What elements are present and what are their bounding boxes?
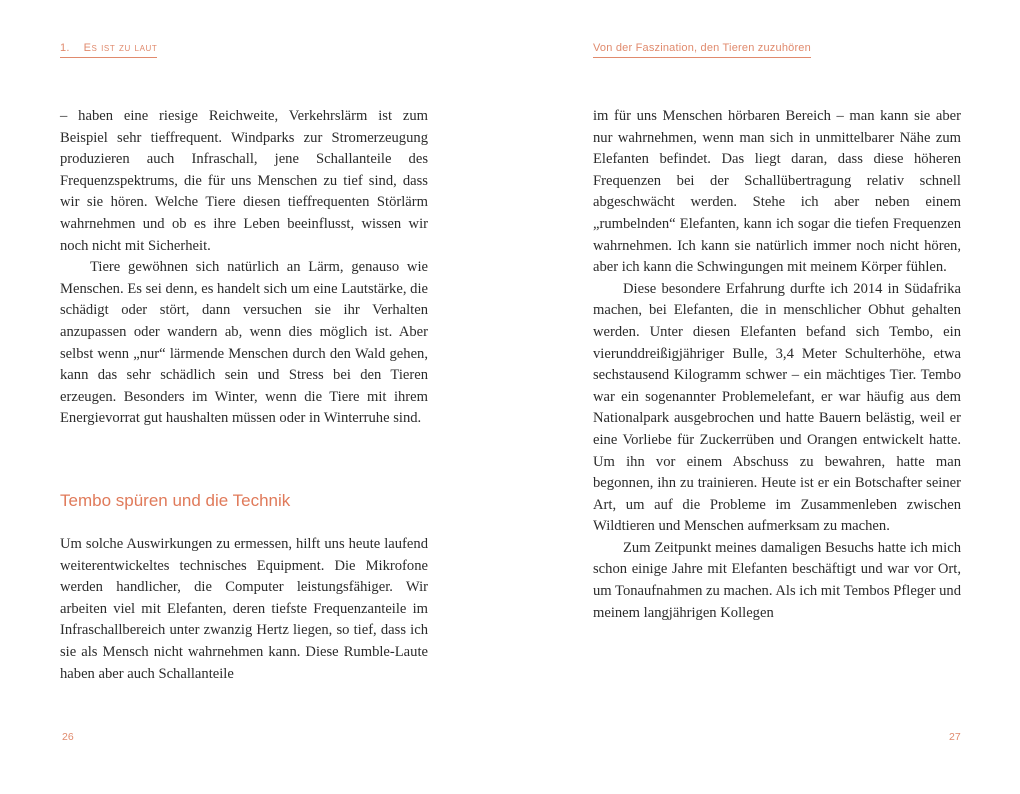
chapter-number: 1. — [60, 42, 70, 54]
chapter-title: Es ist zu laut — [83, 42, 158, 54]
page-number-right: 27 — [949, 731, 961, 743]
paragraph: – haben eine riesige Reichweite, Verkehrslärm ist zum Beispiel sehr tieffrequent. Windparks zur Stromerzeugung produzieren auch Infraschall, jene Schallanteile des Frequenzspektrums, die für uns Menschen zu tief sind, dass wir sie hören. Welche Tiere diesen tieffrequenten Störlärm wahrnehmen und ob es ihre Leben beeinflusst, wissen wir noch nicht mit Sicherheit. — [60, 108, 428, 254]
page-number-left: 26 — [62, 731, 74, 743]
paragraph: im für uns Menschen hörbaren Bereich – man kann sie aber nur wahrnehmen, wenn man sich in unmittelbarer Nähe zum Elefanten befindet. Das liegt daran, dass diese höheren Frequenzen bei der Schallübertragung relativ schnell abgeschwächt werden. Stehe ich aber neben einem „rumbelnden“ Elefanten, kann ich sogar die tiefen Frequenzen wahrnehmen. Ich kann sie natürlich immer noch nicht hören, aber ich kann die Schwingungen mit meinem Körper fühlen. — [593, 108, 961, 276]
body-text — [593, 106, 961, 624]
body-text-top — [60, 106, 428, 430]
right-page — [510, 0, 1020, 794]
body-text-bottom — [60, 534, 428, 685]
paragraph: Um solche Auswirkungen zu ermessen, hilft uns heute laufend weiterentwickeltes technisches Equipment. Die Mikrofone werden handlicher, die Computer leistungsfähiger. Wir arbeiten viel mit Elefanten, deren tiefste Frequenzanteile im Infraschallbereich unter zwanzig Hertz liegen, so tief, dass ich sie als Mensch nicht wahrnehmen kann. Diese Rumble-Laute haben aber auch Schallanteile — [60, 536, 428, 682]
running-header-right: Von der Faszination, den Tieren zuzuhören — [593, 42, 811, 58]
paragraph: Diese besondere Erfahrung durfte ich 2014 in Südafrika machen, bei Elefanten, die in menschlicher Obhut gehalten werden. Unter diesen Elefanten befand sich Tembo, ein vierunddreißigjähriger Bulle, 3,4 Meter Schulterhöhe, etwa sechstausend Kilogramm schwer – ein mächtiges Tier. Tembo war ein sogenannter Problemelefant, er war häufig aus dem Nationalpark ausgebrochen und hatte Bauern belästig, weil er eine Vorliebe für Zuckerrüben und Orangen entwickelt hatte. Um ihn vor einem Abschuss zu bewahren, hatte man begonnen, ihn zu trainieren. Heute ist er ein Botschafter seiner Art, um auf die Probleme im Zusammenleben zwischen Wildtieren und Menschen aufmerksam zu machen. — [593, 280, 961, 535]
paragraph: Tiere gewöhnen sich natürlich an Lärm, genauso wie Menschen. Es sei denn, es handelt sich um eine Lautstärke, die schädigt oder stört, dann versuchen sie ihr Verhalten anzupassen oder wandern ab, wenn dies möglich ist. Aber selbst wenn „nur“ lärmende Menschen durch den Wald gehen, kann das sehr schädlich sein und Stress bei den Tieren erzeugen. Besonders im Winter, wenn die Tiere mit ihrem Energievorrat gut haushalten müssen oder in Winterruhe sind. — [60, 259, 428, 427]
section-heading: Tembo spüren und die Technik — [60, 491, 291, 510]
running-header-left — [60, 42, 157, 58]
paragraph: Zum Zeitpunkt meines damaligen Besuchs hatte ich mich schon einige Jahre mit Elefanten beschäftigt und war vor Ort, um Tonaufnahmen zu machen. Als ich mit Tembos Pfleger und meinem langjährigen Kollegen — [593, 539, 961, 621]
